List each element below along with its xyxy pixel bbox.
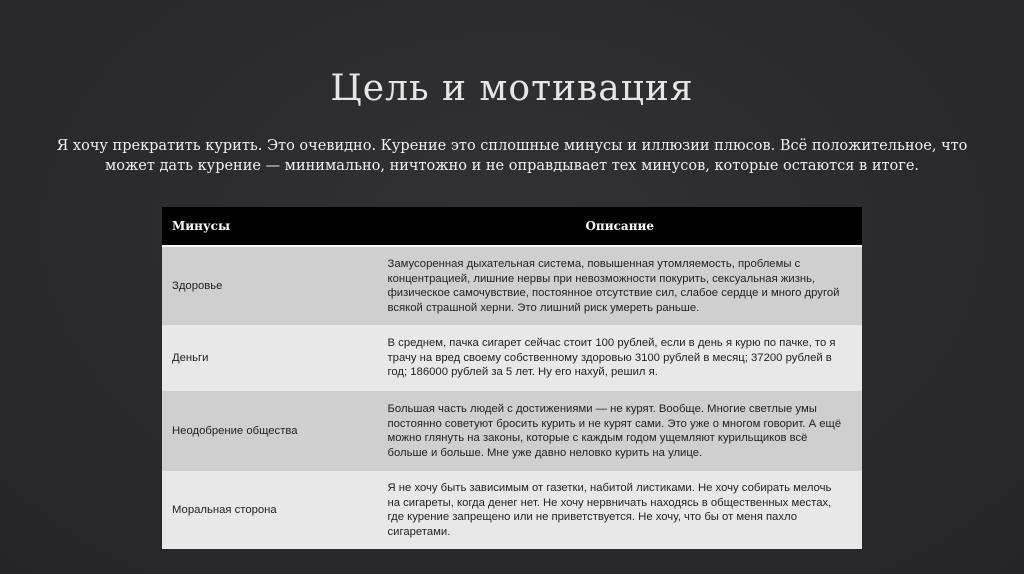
table-row xyxy=(162,391,862,471)
row-name: Моральная сторона xyxy=(162,471,378,549)
row-name: Неодобрение общества xyxy=(162,391,378,471)
header-description: Описание xyxy=(378,207,863,246)
intro-paragraph: Я хочу прекратить курить. Это очевидно. Курение это сплошные минусы и иллюзии плюсов. Всё положительное, что может дать курение — минимально, ничтожно и не оправдывает тех минусов, которые остаются в итоге. xyxy=(56,138,968,174)
header-cons: Минусы xyxy=(162,207,378,246)
table-header-row xyxy=(162,207,862,246)
row-description: Замусоренная дыхательная система, повышенная утомляемость, проблемы с концентрацией, лишние нервы при невозможности покурить, сексуальная жизнь, физическое самочувствие, постоянное отсутствие сил, слабое сердце и много другой всякой страшной херни. Это лишний риск умереть раньше. xyxy=(378,246,863,325)
cons-table xyxy=(162,207,862,549)
row-description: В среднем, пачка сигарет сейчас стоит 100 рублей, если в день я курю по пачке, то я трачу на вред своему собственному здоровью 3100 рублей в месяц; 37200 рублей в год; 186000 рублей за 5 лет. Ну его нахуй, решил я. xyxy=(378,325,863,391)
row-name: Деньги xyxy=(162,325,378,391)
row-description: Большая часть людей с достижениями — не курят. Вообще. Многие светлые умы постоянно советуют бросить курить и не курят сами. Это уже о многом говорит. А ещё можно глянуть на законы, которые с каждым годом ущемляют курильщиков всё больше и больше. Мне уже давно неловко курить на улице. xyxy=(378,391,863,471)
row-name: Здоровье xyxy=(162,246,378,325)
table-row xyxy=(162,246,862,325)
row-description: Я не хочу быть зависимым от газетки, набитой листиками. Не хочу собирать мелочь на сигареты, когда денег нет. Не хочу нервничать находясь в общественных местах, где курение запрещено или не приветствуется. Не хочу, что бы от меня пахло сигаретами. xyxy=(378,471,863,549)
table-row xyxy=(162,471,862,549)
slide-title: Цель и мотивация xyxy=(330,68,694,109)
table-row xyxy=(162,325,862,391)
